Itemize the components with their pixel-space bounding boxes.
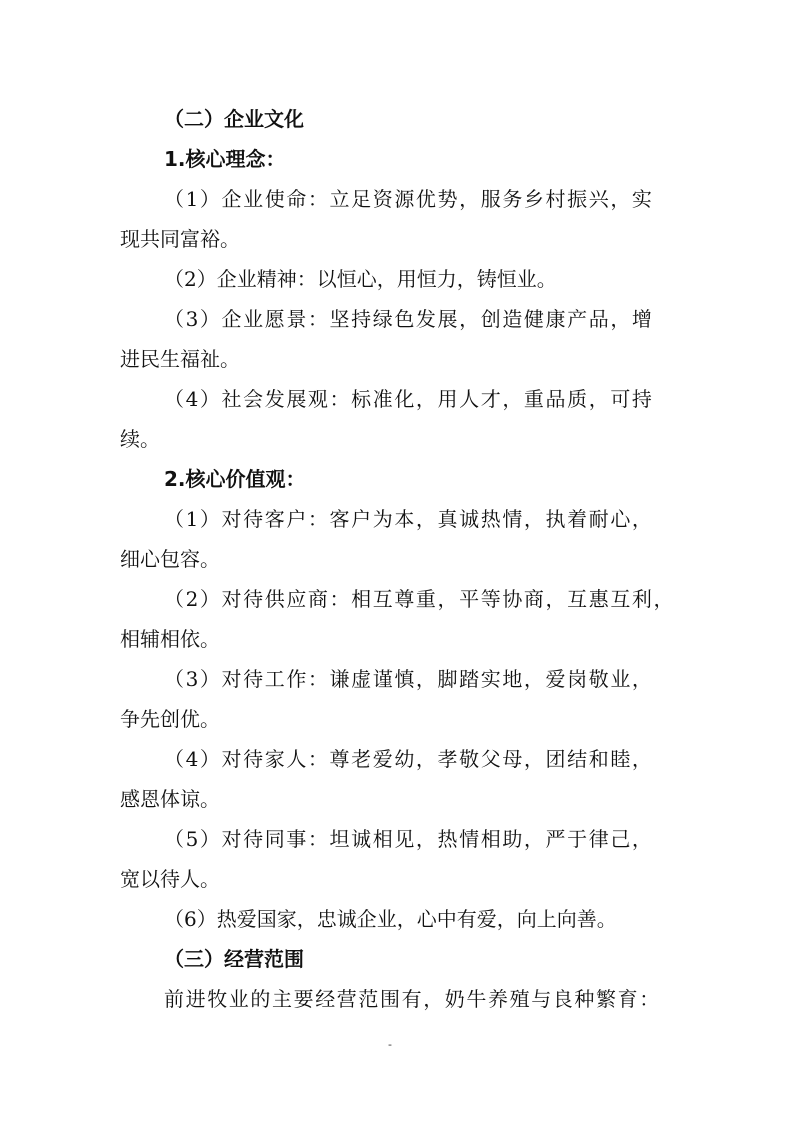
mission-line-1: （1）企业使命：立足资源优势，服务乡村振兴，实	[164, 187, 654, 211]
colleagues-line-2: 宽以待人。	[120, 867, 220, 891]
mission-line-2: 现共同富裕。	[120, 227, 240, 251]
section-heading-culture: （二）企业文化	[164, 107, 304, 131]
family-line-2: 感恩体谅。	[120, 787, 220, 811]
suppliers-line-2: 相辅相依。	[120, 627, 220, 651]
page-number-mark: -	[388, 1038, 392, 1051]
subheading-core-values: 2.核心价值观：	[164, 467, 306, 491]
vision-line-2: 进民生福祉。	[120, 347, 240, 371]
subheading-core-philosophy: 1.核心理念：	[164, 147, 286, 171]
suppliers-line-1: （2）对待供应商：相互尊重，平等协商，互惠互利，	[164, 587, 676, 611]
family-line-1: （4）对待家人：尊老爱幼，孝敬父母，团结和睦，	[164, 747, 654, 771]
social-view-line-1: （4）社会发展观：标准化，用人才，重品质，可持	[164, 387, 654, 411]
work-line-1: （3）对待工作：谦虚谨慎，脚踏实地，爱岗敬业，	[164, 667, 654, 691]
spirit-line: （2）企业精神：以恒心，用恒力，铸恒业。	[164, 267, 557, 291]
country-line: （6）热爱国家，忠诚企业，心中有爱，向上向善。	[164, 907, 617, 931]
social-view-line-2: 续。	[120, 427, 160, 451]
work-line-2: 争先创优。	[120, 707, 220, 731]
customers-line-2: 细心包容。	[120, 547, 220, 571]
colleagues-line-1: （5）对待同事：坦诚相见，热情相助，严于律己，	[164, 827, 654, 851]
business-scope-line: 前进牧业的主要经营范围有，奶牛养殖与良种繁育：	[164, 987, 661, 1011]
section-heading-business-scope: （三）经营范围	[164, 947, 304, 971]
vision-line-1: （3）企业愿景：坚持绿色发展，创造健康产品，增	[164, 307, 654, 331]
customers-line-1: （1）对待客户：客户为本，真诚热情，执着耐心，	[164, 507, 654, 531]
